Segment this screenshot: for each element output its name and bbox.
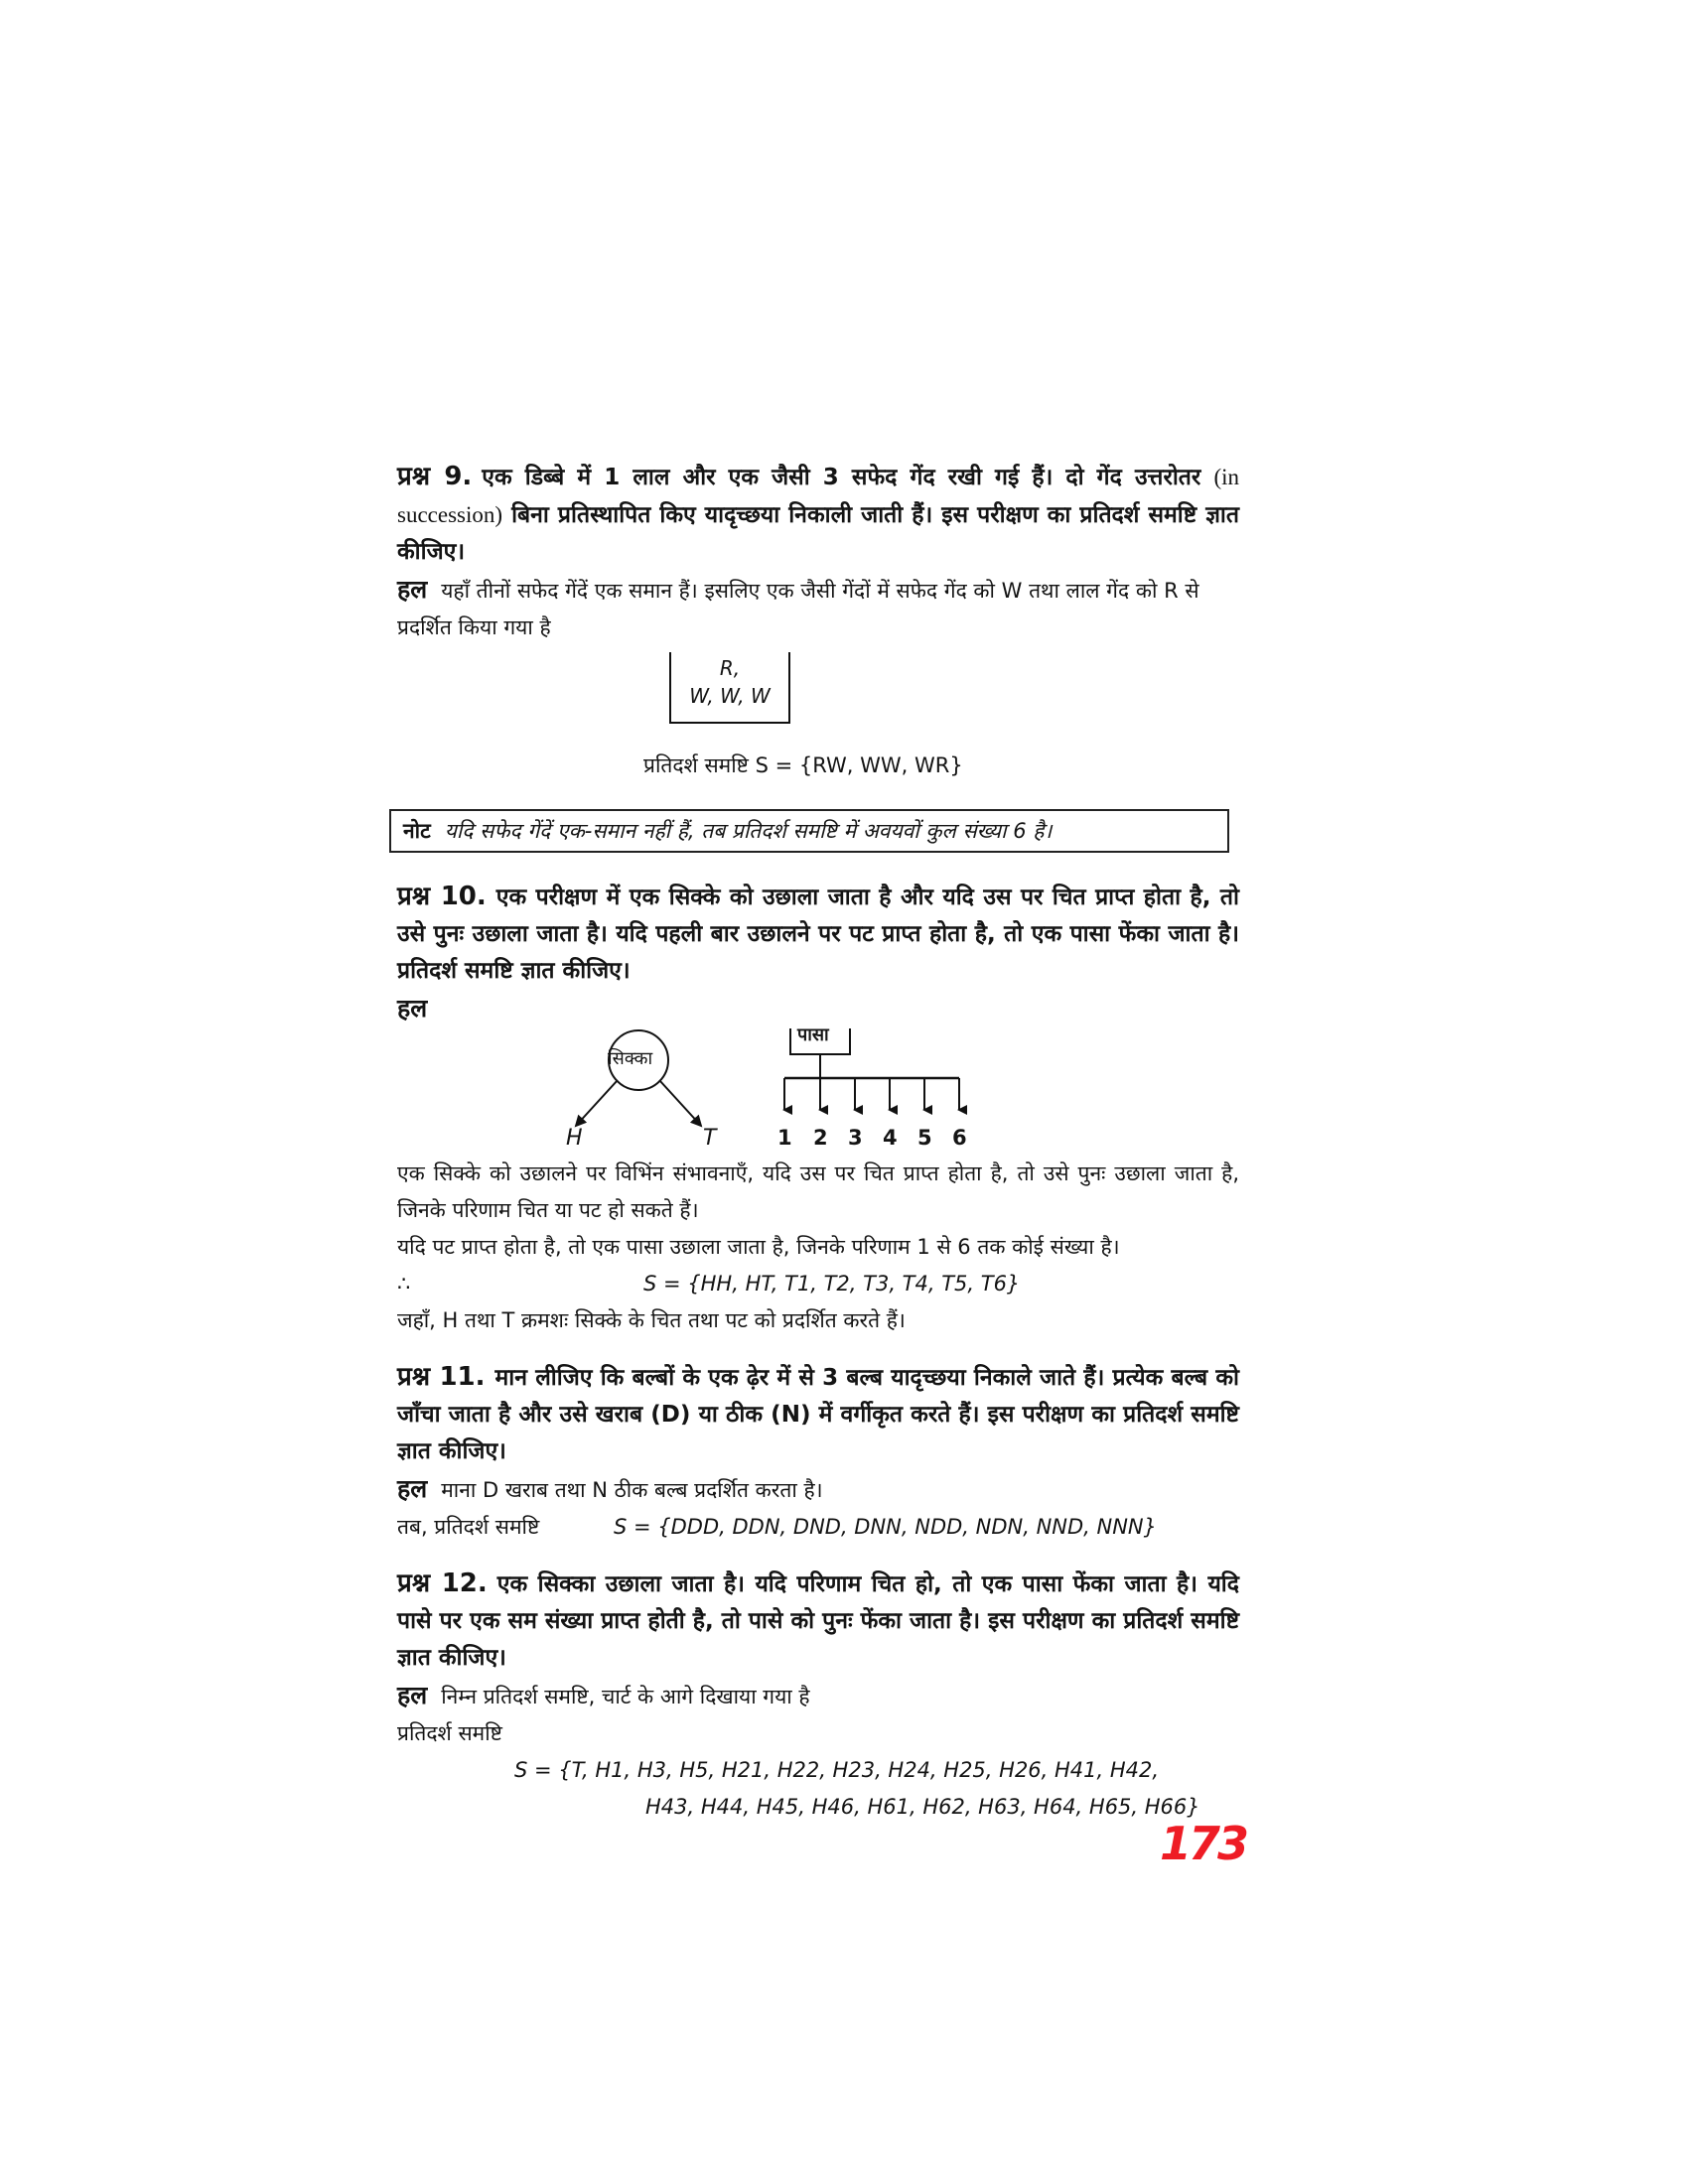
solution-12: [397, 1677, 1239, 1715]
sample-space-12-line-2: H43, H44, H45, H46, H61, H62, H63, H64, H65, H66}: [645, 1795, 1200, 1819]
solution-9-text: यहाँ तीनों सफेद गेंदें एक समान हैं। इसलिए एक जैसी गेंदों में सफेद गेंद को W तथा लाल गेंद को R से प्रदर्शित किया गया है: [397, 579, 1199, 639]
question-9-latin: (in succession): [397, 465, 1239, 527]
question-9-label: प्रश्न 9.: [397, 462, 473, 491]
sample-space-11: S = {DDD, DDN, DND, DNN, NDD, NDN, NND, NNN}: [614, 1515, 1158, 1539]
sample-space-12-label: प्रतिदर्श समष्टि: [397, 1721, 502, 1745]
solution-11-text: माना D खराब तथा N ठीक बल्ब प्रदर्शित करता है।: [441, 1478, 823, 1502]
note-text: यदि सफेद गेंदें एक-समान नहीं हैं, तब प्रतिदर्श समष्टि में अवयवों कुल संख्या 6 है।: [444, 819, 1053, 843]
question-12: [397, 1566, 1239, 1677]
die-label: पासा: [797, 1024, 829, 1045]
question-12-label: प्रश्न 12.: [397, 1569, 488, 1598]
solution-10-explanation-2: यदि पट प्राप्त होता है, तो एक पासा उछाला जाता है, जिनके परिणाम 1 से 6 तक कोई संख्या है।: [397, 1235, 1120, 1259]
die-outcome-1: 1: [777, 1126, 792, 1150]
note-box: [389, 809, 1229, 853]
coin-outcome-h: H: [566, 1126, 583, 1151]
page-number: 173: [1160, 1817, 1247, 1870]
urn-red-ball: R,: [719, 656, 741, 680]
solution-12-text: निम्न प्रतिदर्श समष्टि, चार्ट के आगे दिखाया गया है: [441, 1685, 810, 1708]
die-outcome-5: 5: [917, 1126, 932, 1150]
coin-die-diagram: [397, 1024, 1239, 1156]
question-9-text-a: एक डिब्बे में 1 लाल और एक जैसी 3 सफेद गेंद रखी गई हैं। दो गेंद उत्तरोतर: [482, 465, 1214, 490]
coin-label: सिक्का: [608, 1048, 653, 1069]
solution-11-label: हल: [397, 1474, 428, 1503]
note-label: नोट: [403, 819, 431, 843]
solution-10-explanation-1: एक सिक्के को उछालने पर विभिंन संभावनाएँ, यदि उस पर चित प्राप्त होता है, तो उसे पुनः उछाला जाता है, जिनके परिणाम चित या पट हो सकते हैं।: [397, 1161, 1239, 1222]
solution-12-label: हल: [397, 1681, 428, 1709]
question-12-text: एक सिक्का उछाला जाता है। यदि परिणाम चित हो, तो एक पासा फेंका जाता है। यदि पासे पर एक सम संख्या प्राप्त होती है, तो पासे को पुनः फेंका जाता है। इस परीक्षण का प्रतिदर्श समष्टि ज्ञात कीजिए।: [397, 1571, 1239, 1671]
urn-box: [669, 652, 790, 724]
die-outcome-3: 3: [848, 1126, 863, 1150]
solution-10-where: जहाँ, H तथा T क्रमशः सिक्के के चित तथा पट को प्रदर्शित करते हैं।: [397, 1308, 906, 1332]
coin-outcome-t: T: [703, 1126, 717, 1151]
die-outcome-6: 6: [952, 1126, 967, 1150]
die-outcome-2: 2: [813, 1126, 828, 1150]
urn-white-balls: W, W, W: [689, 684, 771, 708]
question-10-label: प्रश्न 10.: [397, 882, 487, 911]
sample-space-11-row: [397, 1509, 1239, 1546]
question-9-text-b: बिना प्रतिस्थापित किए यादृच्छया निकाली जाती हैं। इस परीक्षण का प्रतिदर्श समष्टि ज्ञात कीजिए।: [397, 502, 1239, 565]
die-outcome-4: 4: [883, 1126, 898, 1150]
sample-space-12-line-1: S = {T, H1, H3, H5, H21, H22, H23, H24, H25, H26, H41, H42,: [514, 1758, 1160, 1782]
urn-diagram: [397, 646, 1239, 746]
question-10: [397, 879, 1239, 990]
question-11-label: प्रश्न 11.: [397, 1362, 486, 1392]
question-11-text: मान लीजिए कि बल्बों के एक ढ़ेर में से 3 बल्ब यादृच्छया निकाले जाते हैं। प्रत्येक बल्ब को जाँचा जाता है और उसे खराब (D) या ठीक (N) में वर्गीकृत करते हैं। इस परीक्षण का प्रतिदर्श समष्टि ज्ञात कीजिए।: [397, 1365, 1239, 1464]
question-9: [397, 459, 1239, 571]
question-10-text: एक परीक्षण में एक सिक्के को उछाला जाता है और यदि उस पर चित प्राप्त होता है, तो उसे पुनः उछाला जाता है। यदि पहली बार उछालने पर पट प्राप्त होता है, तो एक पासा फेंका जाता है। प्रतिदर्श समष्टि ज्ञात कीजिए।: [397, 885, 1239, 984]
page-content: [397, 459, 1239, 1826]
solution-9: [397, 571, 1239, 646]
sample-space-11-prefix: तब, प्रतिदर्श समष्टि: [397, 1515, 540, 1539]
solution-9-label: हल: [397, 575, 428, 604]
solution-10-label: हल: [397, 994, 428, 1023]
therefore-symbol: ∴: [397, 1272, 411, 1296]
sample-space-9: प्रतिदर्श समष्टि S = {RW, WW, WR}: [643, 753, 963, 777]
sample-space-10: S = {HH, HT, T1, T2, T3, T4, T5, T6}: [643, 1272, 1021, 1296]
question-11: [397, 1359, 1239, 1470]
solution-11: [397, 1470, 1239, 1509]
sample-space-10-row: [397, 1266, 1239, 1302]
